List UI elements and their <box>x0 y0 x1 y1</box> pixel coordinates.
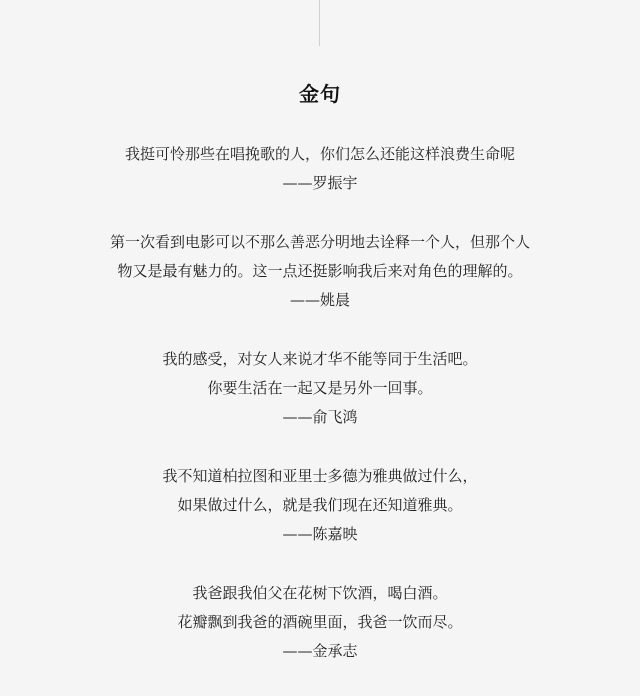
quote-block <box>0 579 640 666</box>
quote-line: 如果做过什么，就是我们现在还知道雅典。 <box>177 496 463 514</box>
quote-block <box>0 140 640 198</box>
section-title: 金句 <box>299 82 341 106</box>
quote-block <box>0 462 640 549</box>
quote-author: ——罗振宇 <box>282 174 358 192</box>
quote-line: 我挺可怜那些在唱挽歌的人，你们怎么还能这样浪费生命呢 <box>124 145 515 163</box>
quote-block <box>0 345 640 432</box>
quote-line: 我爸跟我伯父在花树下饮酒，喝白酒。 <box>192 584 448 602</box>
quote-line: 你要生活在一起又是另外一回事。 <box>207 379 433 397</box>
quote-line: 我不知道柏拉图和亚里士多德为雅典做过什么， <box>162 467 478 485</box>
quote-author: ——姚晨 <box>289 291 350 309</box>
quote-line: 我的感受，对女人来说才华不能等同于生活吧。 <box>162 350 478 368</box>
quote-line: 花瓣飘到我爸的酒碗里面，我爸一饮而尽。 <box>177 613 463 631</box>
quote-block <box>0 228 640 315</box>
quote-author: ——陈嘉映 <box>282 525 358 543</box>
quotes-list <box>0 140 640 696</box>
quote-line: 第一次看到电影可以不那么善恶分明地去诠释一个人，但那个人 <box>109 233 530 251</box>
quote-author: ——金承志 <box>282 642 358 660</box>
top-divider-line <box>319 0 320 46</box>
quote-author: ——俞飞鸿 <box>282 408 358 426</box>
quote-line: 物又是最有魅力的。这一点还挺影响我后来对角色的理解的。 <box>117 262 523 280</box>
